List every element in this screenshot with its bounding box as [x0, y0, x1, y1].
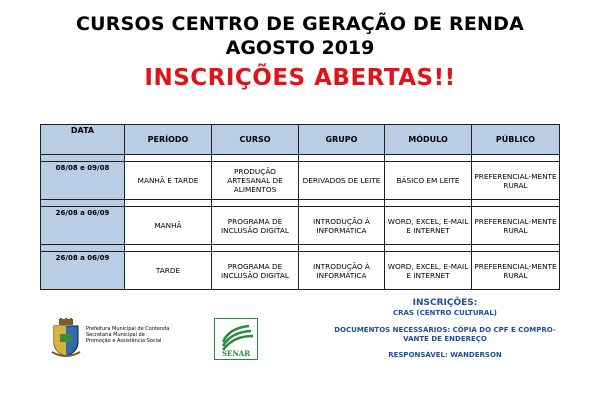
- courses-table: [40, 124, 560, 290]
- registration-info: [300, 298, 590, 360]
- prefeitura-line: Prefeitura Municipal de Contenda: [86, 326, 170, 332]
- cell-module: BÁSICO EM LEITE: [385, 162, 472, 200]
- prefeitura-text: [86, 326, 169, 345]
- table-row: [41, 207, 560, 245]
- cell-date: 08/08 e 09/08: [41, 162, 125, 200]
- cell-period: TARDE: [125, 252, 212, 290]
- senar-label: SENAR: [221, 349, 251, 358]
- column-header-group: GRUPO: [299, 125, 385, 155]
- cell-group: INTRODUÇÃO À INFORMÁTICA: [299, 252, 385, 290]
- column-header-audience: PÚBLICO: [472, 125, 560, 155]
- documents-line-1: DOCUMENTOS NECESSÁRIOS: CÓPIA DO CPF E COMPRO-: [334, 326, 556, 334]
- table-spacer-row: [41, 155, 560, 162]
- cell-module: WORD, EXCEL, E-MAIL E INTERNET: [385, 207, 472, 245]
- cell-audience: PREFERENCIAL-MENTE RURAL: [472, 252, 560, 290]
- table-row: [41, 252, 560, 290]
- table-row: [41, 162, 560, 200]
- title-registrations-open: INSCRIÇÕES ABERTAS!!: [144, 65, 456, 91]
- column-header-date: DATA: [41, 125, 125, 155]
- cell-audience: PREFERENCIAL-MENTE RURAL: [472, 162, 560, 200]
- column-header-period: PERÍODO: [125, 125, 212, 155]
- senar-logo: [214, 318, 258, 360]
- cell-group: INTRODUÇÃO À INFORMÁTICA: [299, 207, 385, 245]
- cell-group: DERIVADOS DE LEITE: [299, 162, 385, 200]
- documents-line-2: VANTE DE ENDEREÇO: [403, 335, 487, 343]
- table-header-row: [41, 125, 560, 155]
- registration-location: CRAS (CENTRO CULTURAL): [392, 309, 497, 317]
- title-date: AGOSTO 2019: [225, 37, 375, 59]
- cell-audience: PREFERENCIAL-MENTE RURAL: [472, 207, 560, 245]
- table-spacer-row: [41, 245, 560, 252]
- title-courses: CURSOS CENTRO DE GERAÇÃO DE RENDA: [76, 13, 524, 35]
- cell-course: PROGRAMA DE INCLUSÃO DIGITAL: [212, 207, 299, 245]
- cell-date: 26/08 a 06/09: [41, 207, 125, 245]
- senar-logo-icon: [215, 320, 257, 350]
- prefeitura-line: Promoção e Assistência Social: [86, 338, 162, 345]
- registration-title: INSCRIÇÕES:: [412, 298, 478, 308]
- header: [0, 12, 600, 94]
- cell-date: 26/08 a 06/09: [41, 252, 125, 290]
- cell-period: MANHÃ E TARDE: [125, 162, 212, 200]
- prefeitura-line: Secretaria Municipal de: [86, 332, 145, 339]
- table-spacer-row: [41, 200, 560, 207]
- cell-course: PRODUÇÃO ARTESANAL DE ALIMENTOS: [212, 162, 299, 200]
- cell-module: WORD, EXCEL, E-MAIL E INTERNET: [385, 252, 472, 290]
- cell-period: MANHÃ: [125, 207, 212, 245]
- prefeitura-logo: [50, 318, 180, 362]
- column-header-course: CURSO: [212, 125, 299, 155]
- municipal-crest-icon: [50, 318, 82, 360]
- cell-course: PROGRAMA DE INCLUSÃO DIGITAL: [212, 252, 299, 290]
- responsible: RESPONSÁVEL: WANDERSON: [388, 351, 502, 359]
- column-header-module: MÓDULO: [385, 125, 472, 155]
